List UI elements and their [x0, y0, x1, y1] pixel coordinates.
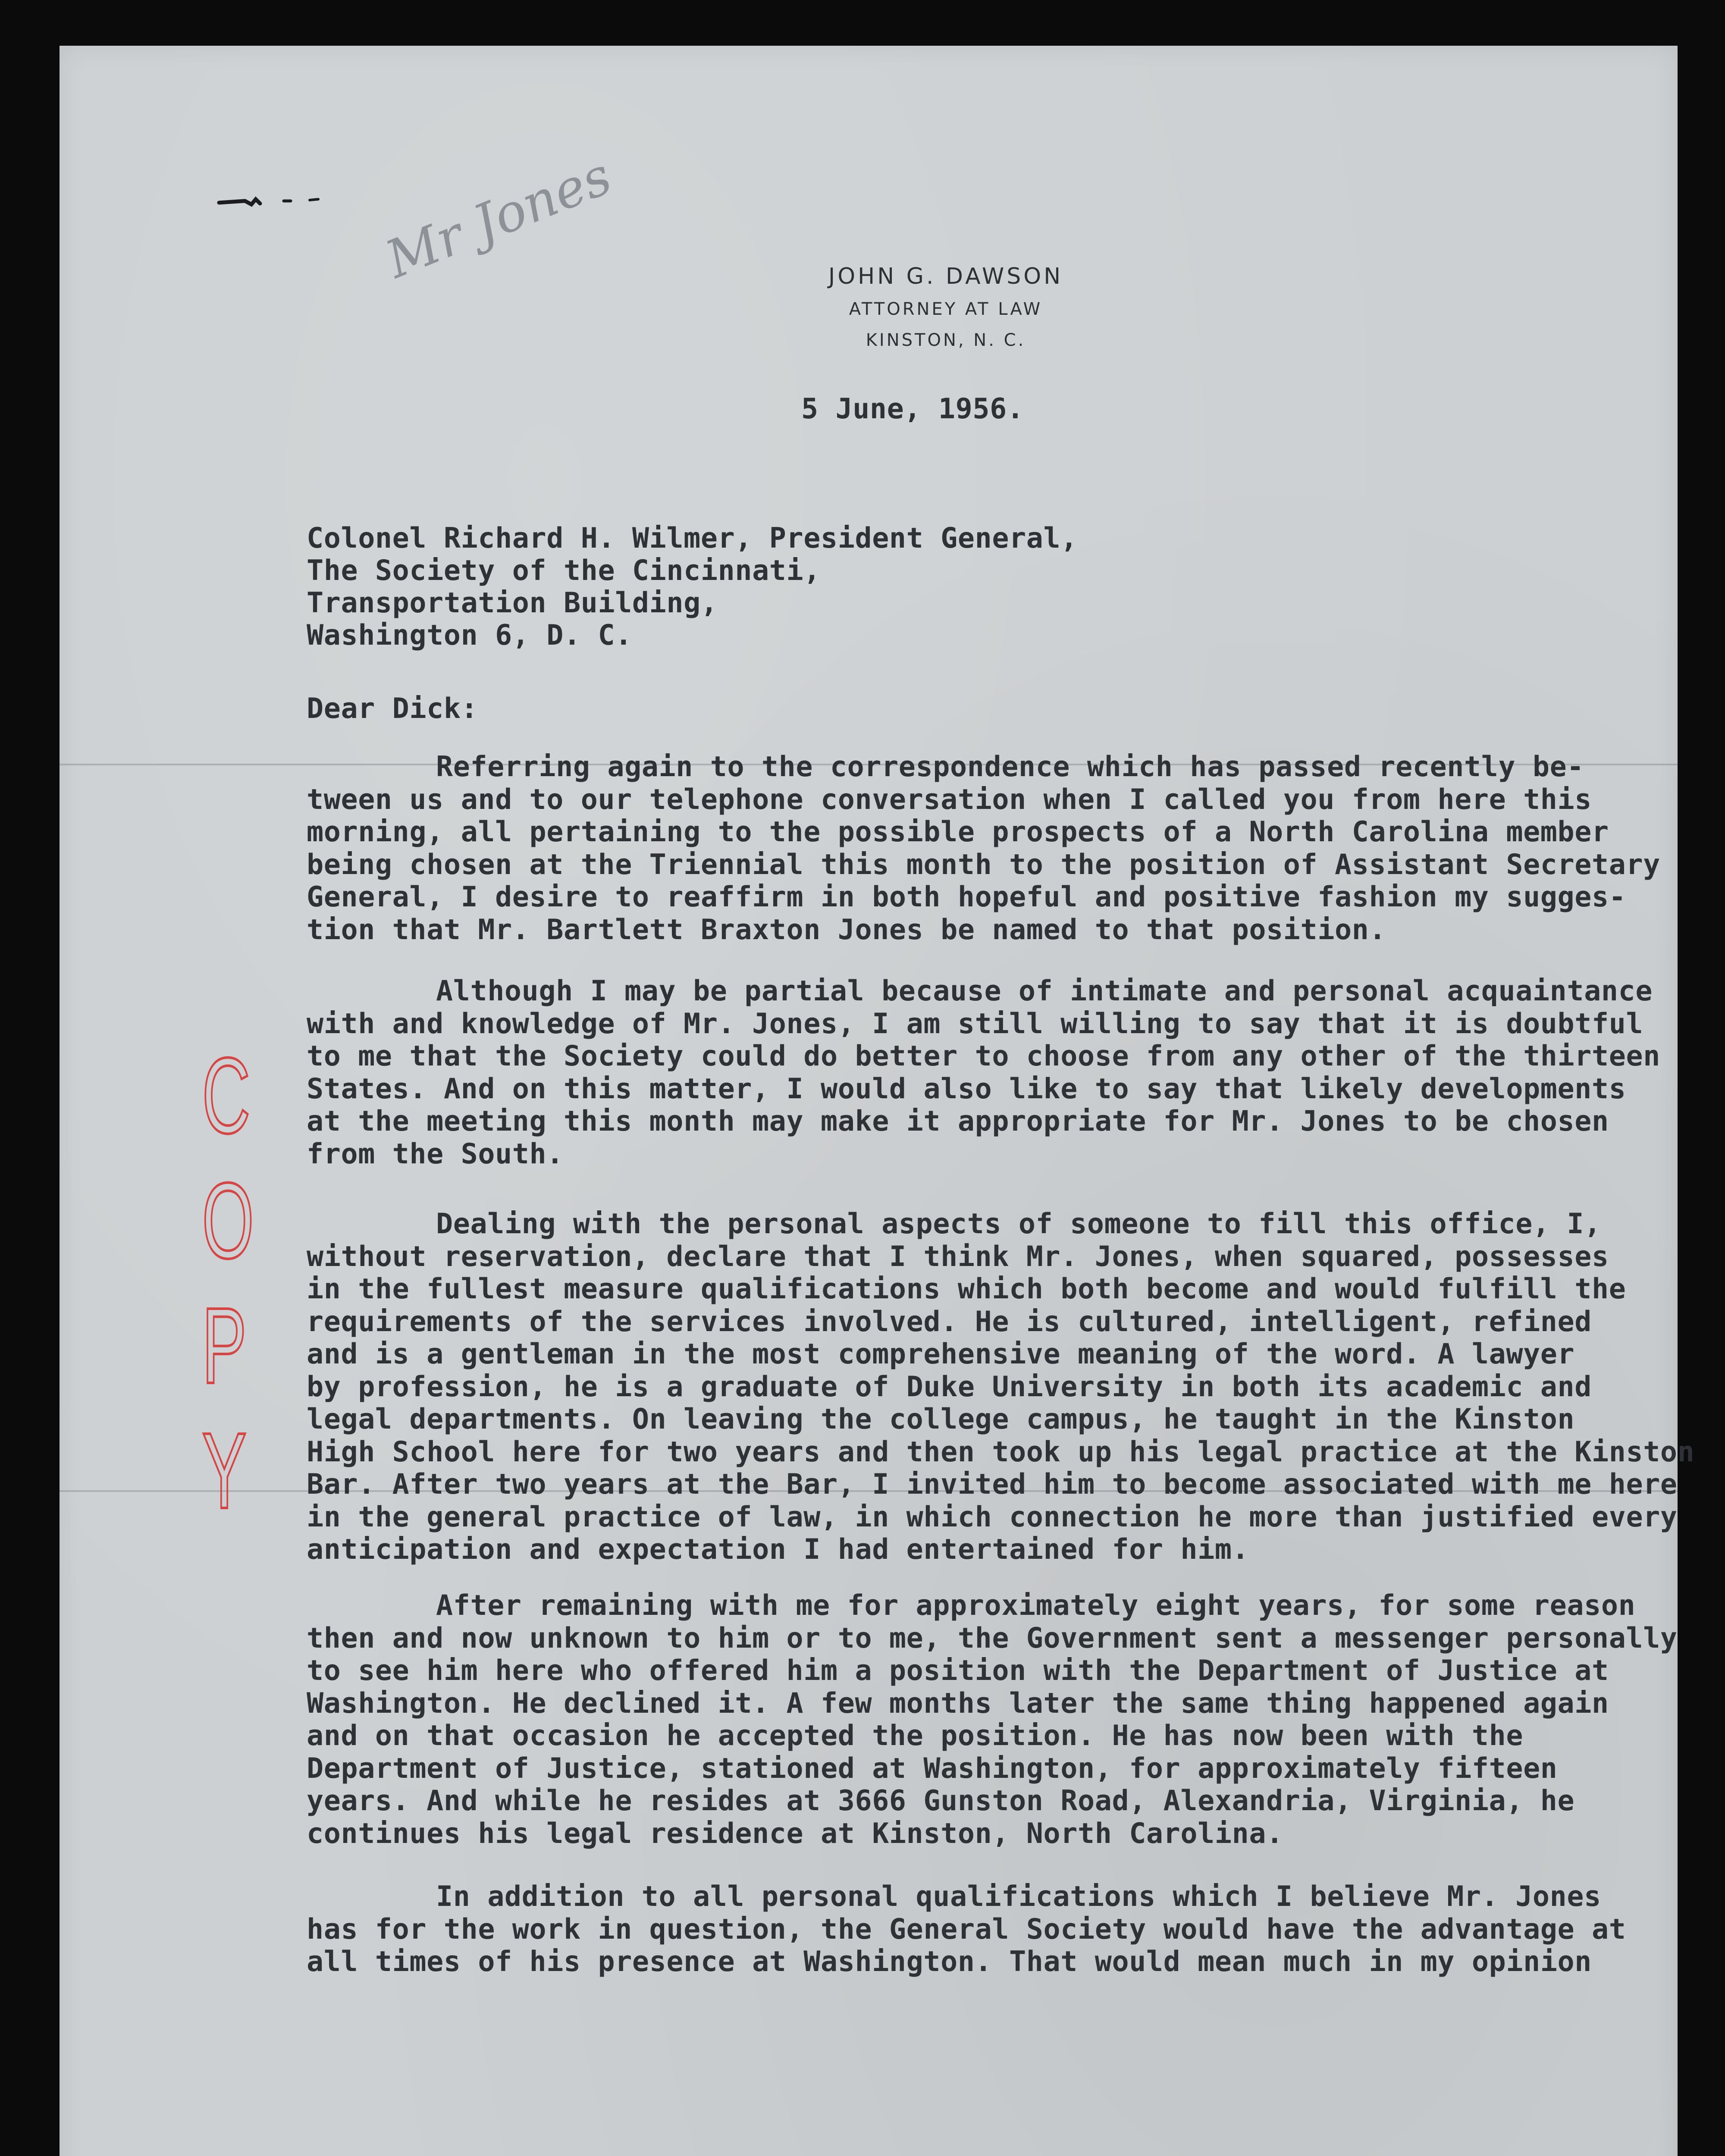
text-line: Referring again to the correspondence which has passed recently be-	[436, 751, 1584, 783]
salutation: Dear Dick:	[307, 693, 478, 725]
text-line: In addition to all personal qualifications which I believe Mr. Jones	[436, 1880, 1601, 1913]
stamp-letter: C	[202, 1035, 251, 1156]
address-line: The Society of the Cincinnati,	[307, 555, 821, 587]
text-line: Dealing with the personal aspects of someone to fill this office, I,	[436, 1208, 1601, 1240]
text-line: all times of his presence at Washington. That would mean much in my opinion	[307, 1946, 1592, 1978]
recipient-address	[307, 522, 1078, 652]
body-paragraph	[307, 1880, 1626, 1978]
text-line: General, I desire to reaffirm in both hopeful and positive fashion my sugges-	[307, 881, 1626, 913]
text-line: legal departments. On leaving the college campus, he taught in the Kinston	[307, 1403, 1575, 1435]
text-line: tween us and to our telephone conversation when I called you from here this	[307, 783, 1592, 816]
text-line: without reservation, declare that I think Mr. Jones, when squared, possesses	[307, 1240, 1609, 1273]
body-paragraph	[307, 975, 1660, 1170]
body-paragraph	[307, 751, 1660, 946]
letter-date: 5 June, 1956.	[801, 393, 1024, 425]
text-line: anticipation and expectation I had entertained for him.	[307, 1533, 1249, 1566]
text-line: in the fullest measure qualifications which both become and would fulfill the	[307, 1273, 1626, 1305]
text-line: at the meeting this month may make it appropriate for Mr. Jones to be chosen	[307, 1105, 1609, 1138]
letterhead-title: ATTORNEY AT LAW	[849, 299, 1043, 319]
text-line: High School here for two years and then took up his legal practice at the Kinston	[307, 1435, 1695, 1468]
letterhead	[681, 259, 1211, 356]
letter-page	[60, 46, 1695, 2156]
text-line: and on that occasion he accepted the position. He has now been with the	[307, 1720, 1524, 1752]
text-line: from the South.	[307, 1138, 564, 1170]
address-line: Washington 6, D. C.	[307, 619, 632, 652]
text-line: requirements of the services involved. He is cultured, intelligent, refined	[307, 1305, 1592, 1338]
text-line: and is a gentleman in the most comprehensive meaning of the word. A lawyer	[307, 1338, 1575, 1370]
text-line: After remaining with me for approximately eight years, for some reason	[436, 1589, 1636, 1622]
text-line: Although I may be partial because of intimate and personal acquaintance	[436, 975, 1653, 1007]
text-line: continues his legal residence at Kinston, North Carolina.	[307, 1817, 1283, 1850]
text-line: Department of Justice, stationed at Washington, for approximately fifteen	[307, 1752, 1558, 1785]
address-line: Transportation Building,	[307, 587, 718, 619]
text-line: in the general practice of law, in which connection he more than justified every	[307, 1501, 1678, 1533]
text-line: to me that the Society could do better to choose from any other of the thirteen	[307, 1040, 1660, 1072]
stamp-letter: P	[202, 1285, 247, 1406]
letterhead-name: JOHN G. DAWSON	[828, 263, 1063, 289]
text-line: being chosen at the Triennial this month to the position of Assistant Secretary	[307, 848, 1660, 881]
letterhead-location: KINSTON, N. C.	[866, 330, 1026, 350]
text-line: then and now unknown to him or to me, the Government sent a messenger personally	[307, 1622, 1678, 1655]
ink-mark	[215, 188, 379, 214]
text-line: has for the work in question, the General Society would have the advantage at	[307, 1913, 1626, 1946]
address-line: Colonel Richard H. Wilmer, President General,	[307, 522, 1078, 555]
stamp-letter: Y	[202, 1410, 247, 1531]
text-line: Washington. He declined it. A few months later the same thing happened again	[307, 1687, 1609, 1720]
stamp-letter: O	[202, 1160, 254, 1281]
text-line: morning, all pertaining to the possible prospects of a North Carolina member	[307, 816, 1609, 848]
text-line: States. And on this matter, I would also like to say that likely developments	[307, 1072, 1626, 1105]
text-line: by profession, he is a graduate of Duke University in both its academic and	[307, 1370, 1592, 1403]
text-line: with and knowledge of Mr. Jones, I am still willing to say that it is doubtful	[307, 1007, 1643, 1040]
copy-stamp	[189, 1033, 258, 1533]
text-line: years. And while he resides at 3666 Gunston Road, Alexandria, Virginia, he	[307, 1785, 1575, 1817]
text-line: Bar. After two years at the Bar, I invited him to become associated with me here	[307, 1468, 1678, 1501]
text-line: to see him here who offered him a position with the Department of Justice at	[307, 1655, 1609, 1687]
body-paragraph	[307, 1589, 1678, 1850]
text-line: tion that Mr. Bartlett Braxton Jones be named to that position.	[307, 913, 1386, 946]
body-paragraph	[307, 1208, 1694, 1566]
handwritten-notation: Mr Jones	[378, 146, 620, 290]
